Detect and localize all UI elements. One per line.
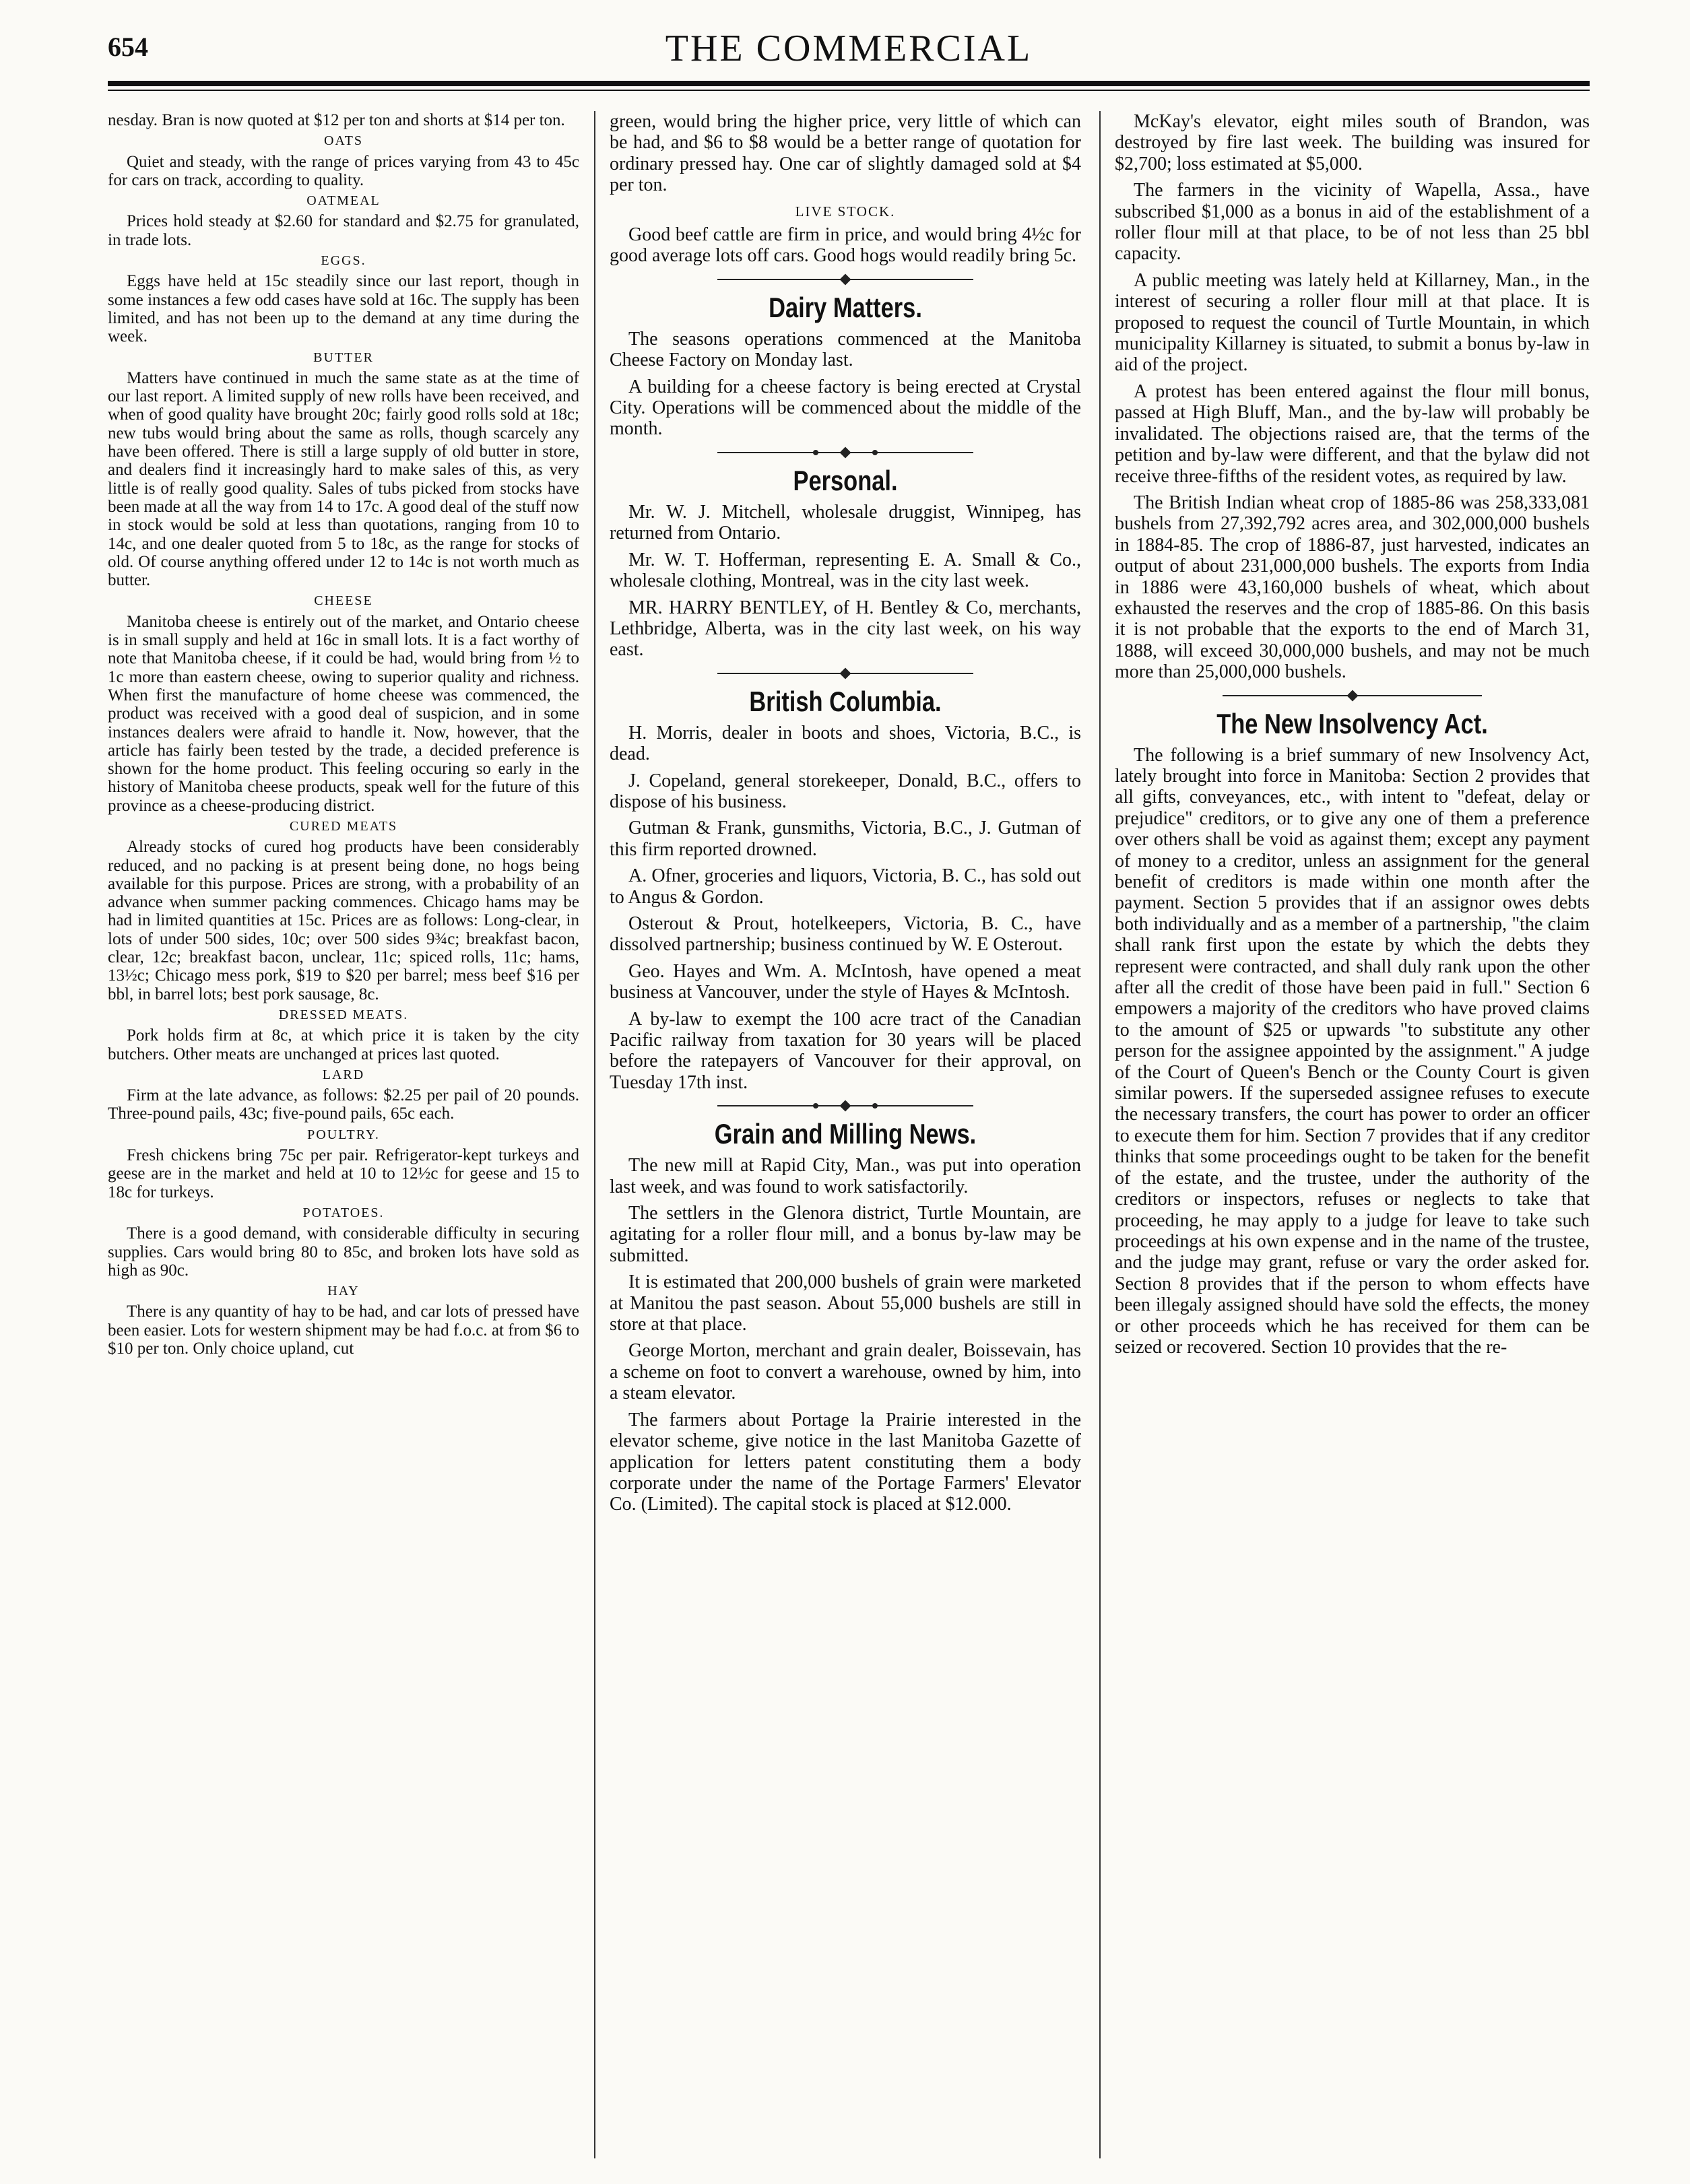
- paragraph: The farmers about Portage la Prairie interested in the elevator scheme, give notice in the last Manitoba Gazette of application for letters patent constituting them a body corporate under the name of the Portage Farmers' Elevator Co. (Limited). The capital stock is placed at $12.000.: [610, 1409, 1081, 1515]
- paragraph: McKay's elevator, eight miles south of Brandon, was destroyed by fire last week. The building was insured for $2,700; loss estimated at $5,000.: [1115, 111, 1590, 174]
- paragraph: A building for a cheese factory is being erected at Crystal City. Operations will be commenced about the middle of the month.: [610, 376, 1081, 440]
- paragraph: Fresh chickens bring 75c per pair. Refrigerator-kept turkeys and geese are in the market and held at 10 to 12½c for geese and 15 to 18c for turkeys.: [108, 1146, 579, 1201]
- page-header: [108, 27, 1590, 74]
- paragraph: Mr. W. J. Mitchell, wholesale druggist, Winnipeg, has returned from Ontario.: [610, 501, 1081, 544]
- subheading-lard: LARD: [322, 1067, 365, 1082]
- subheading-oatmeal: OATMEAL: [306, 193, 381, 209]
- subheading-dressed-meats: DRESSED MEATS.: [278, 1007, 409, 1022]
- paragraph: A. Ofner, groceries and liquors, Victoria, B. C., has sold out to Angus & Gordon.: [610, 865, 1081, 908]
- paragraph: Good beef cattle are firm in price, and would bring 4½c for good average lots off cars. Good hogs would readily bring 5c.: [610, 224, 1081, 267]
- paragraph: nesday. Bran is now quoted at $12 per ton and shorts at $14 per ton.: [108, 111, 565, 129]
- paragraph: Prices hold steady at $2.60 for standard and $2.75 for granulated, in trade lots.: [108, 212, 579, 249]
- paragraph: George Morton, merchant and grain dealer, Boissevain, has a scheme on foot to convert a warehouse, owned by him, into a steam elevator.: [610, 1340, 1081, 1404]
- section-heading-grain-milling: Grain and Milling News.: [714, 1118, 977, 1150]
- section-divider: [1115, 688, 1590, 703]
- page-number: 654: [108, 32, 148, 62]
- subheading-live-stock: LIVE STOCK.: [795, 203, 896, 220]
- paragraph: It is estimated that 200,000 bushels of grain were marketed at Manitou the past season. About 55,000 bushels are still in store at that place.: [610, 1271, 1081, 1335]
- subheading-eggs: EGGS.: [321, 253, 366, 269]
- paragraph: Firm at the late advance, as follows: $2.25 per pail of 20 pounds. Three-pound pails, 43c; five-pound pails, 65c each.: [108, 1086, 579, 1123]
- subheading-hay: HAY: [327, 1284, 360, 1299]
- section-heading-personal: Personal.: [793, 464, 898, 496]
- paragraph: There is any quantity of hay to be had, and car lots of pressed have been easier. Lots for western shipment may be had f.o.c. at from $6 to $10 per ton. Only choice upland, cut: [108, 1302, 579, 1358]
- paragraph: The farmers in the vicinity of Wapella, Assa., have subscribed $1,000 as a bonus in aid of the establishment of a roller flour mill at that place, to be of not less than 25 bbl capacity.: [1115, 180, 1590, 265]
- paragraph: A public meeting was lately held at Killarney, Man., in the interest of securing a roller flour mill at that place. It is proposed to request the council of Turtle Mountain, in which municipality Killarney is situated, to submit a bonus by-law in aid of the project.: [1115, 269, 1590, 376]
- subheading-butter: BUTTER: [313, 350, 374, 365]
- paragraph: Pork holds firm at 8c, at which price it is taken by the city butchers. Other meats are unchanged at prices last quoted.: [108, 1026, 579, 1063]
- column-1: [108, 111, 579, 2158]
- subheading-poultry: POULTRY.: [307, 1127, 380, 1142]
- column-2: [610, 111, 1081, 2158]
- paragraph: Osterout & Prout, hotelkeepers, Victoria, B. C., have dissolved partnership; business continued by W. E Osterout.: [610, 913, 1081, 956]
- paragraph: Manitoba cheese is entirely out of the market, and Ontario cheese is in small supply and held at 16c in small lots. It is a fact worthy of note that Manitoba cheese, if it could be had, would bring from ½ to 1c more than eastern cheese, owing to superior quality and richness. When first the manufacture of home cheese was commenced, the product was received with a good deal of suspicion, and in some instances dealers were afraid to handle it. Now, however, that the article has fairly been tested by the trade, a decided preference is shown for the home product. This feeling occuring so early in the history of Manitoba cheese products, speak well for the future of this province as a cheese-producing district.: [108, 612, 579, 815]
- header-rule-thin: [108, 90, 1590, 91]
- paragraph: J. Copeland, general storekeeper, Donald, B.C., offers to dispose of his business.: [610, 770, 1081, 812]
- column-3: [1115, 111, 1590, 2158]
- paragraph: The new mill at Rapid City, Man., was put into operation last week, and was found to work satisfactorily.: [610, 1155, 1081, 1197]
- paragraph: H. Morris, dealer in boots and shoes, Victoria, B.C., is dead.: [610, 722, 1081, 765]
- subheading-potatoes: POTATOES.: [302, 1205, 385, 1220]
- column-divider: [1099, 111, 1101, 2158]
- paragraph: A by-law to exempt the 100 acre tract of the Canadian Pacific railway from taxation for 30 years will be placed before the ratepayers of Vancouver for their approval, on Tuesday 17th inst.: [610, 1008, 1081, 1093]
- paragraph: green, would bring the higher price, very little of which can be had, and $6 to $8 would be a better range of quotation for ordinary pressed hay. One car of slightly damaged sold at $4 per ton.: [610, 111, 1081, 196]
- section-divider: [610, 1098, 1081, 1113]
- column-divider: [594, 111, 595, 2158]
- section-divider: [610, 272, 1081, 287]
- paragraph: The following is a brief summary of new Insolvency Act, lately brought into force in Manitoba: Section 2 provides that all gifts, conveyances, etc., with intent to "defeat, delay or prejudice" creditors, or to give any one of them a preference over others shall be void as against them; except any payment of money to a creditor, unless an assignment for the general benefit of creditors is made within one month after the payment. Section 5 provides that if an assignor owes debts both individually and as a member of a partnership, "the claim shall rank first upon the estate by which the debts they represent were contracted, and shall duly rank upon the other after all the credit of those have been paid in full." Section 6 empowers a majority of the creditors who have proved claims to the amount of $25 or upwards "to substitute any other person for the assignee appointed by the assignment." A judge of the Court of Queen's Bench or the County Court is given similar powers. If the superseded assignee refuses to execute the necessary transfers, the court has power to order an officer to execute them for him. Section 7 provides that if any creditor thinks that some proceedings ought to be taken for the benefit of the estate, and the trustee, under the authority of the creditors or inspectors, refuses or neglects to take that proceeding, he may apply to a judge for leave to take such proceedings at his own expense and in the name of the trustee, and the judge may grant, refuse or vary the order asked for. Section 8 provides that if the person to whom effects have been illegaly assigned should have sold the effects, the money or other proceeds which he has received for them can be seized or recovered. Section 10 provides that the re-: [1115, 744, 1590, 1358]
- paragraph: Eggs have held at 15c steadily since our last report, though in some instances a few odd cases have sold at 16c. The supply has been limited, and has not been up to the demand at any time during the week.: [108, 272, 579, 346]
- paragraph: Matters have continued in much the same state as at the time of our last report. A limited supply of new rolls have been received, and when of good quality have brought 20c; fairly good rolls sold at 18c; new tubs would bring about the same as rolls, though scarcely any have been offered. There is still a large supply of old butter in store, and dealers find it increasingly hard to make sales of this, as very little is of really good quality. Sales of tubs picked from stocks have been made at all the way from 14 to 17c. A good deal of the stuff now in stock would be sold at less than quotations, ranging from 10 to 14c, and one dealer quoted from 5 to 18c, as the range for stocks of old. Of course anything offered under 12 to 14c is not worth much as butter.: [108, 368, 579, 590]
- article-columns: [108, 111, 1590, 2158]
- subheading-oats: OATS: [323, 133, 363, 149]
- paragraph: Gutman & Frank, gunsmiths, Victoria, B.C., J. Gutman of this firm reported drowned.: [610, 818, 1081, 860]
- paragraph: Already stocks of cured hog products have been considerably reduced, and no packing is at present being done, no hogs being available for this purpose. Prices are strong, with a probability of an advance when summer packing commences. Chicago hams may be had in limited quantities at 15c. Prices are as follows: Long-clear, in lots of under 500 sides, 10c; over 500 sides 9¾c; breakfast bacon, clear, 12c; breakfast bacon, unclear, 11c; spiced rolls, 11c; hams, 13½c; Chicago mess pork, $19 to $20 per barrel; mess beef $16 per bbl, in barrel lots; best pork sausage, 8c.: [108, 838, 579, 1003]
- paragraph: A protest has been entered against the flour mill bonus, passed at High Bluff, Man., and the by-law will probably be invalidated. The objections raised are, that the terms of the petition and by-law were different, and that the bylaw did not receive three-fifths of the resident votes, as required by law.: [1115, 380, 1590, 487]
- section-heading-dairy-matters: Dairy Matters.: [769, 291, 922, 323]
- subheading-cheese: CHEESE: [314, 593, 373, 609]
- newspaper-title: THE COMMERCIAL: [665, 28, 1033, 69]
- paragraph: Geo. Hayes and Wm. A. McIntosh, have opened a meat business at Vancouver, under the style of Hayes & McIntosh.: [610, 960, 1081, 1003]
- paragraph: The settlers in the Glenora district, Turtle Mountain, are agitating for a roller flour mill, and a bonus by-law may be submitted.: [610, 1203, 1081, 1266]
- header-rule-thick: [108, 81, 1590, 86]
- section-divider: [610, 445, 1081, 460]
- paragraph: The seasons operations commenced at the Manitoba Cheese Factory on Monday last.: [610, 328, 1081, 371]
- paragraph: Mr. W. T. Hofferman, representing E. A. Small & Co., wholesale clothing, Montreal, was in the city last week.: [610, 549, 1081, 592]
- subheading-cured-meats: CURED MEATS: [289, 818, 398, 834]
- paragraph: Quiet and steady, with the range of prices varying from 43 to 45c for cars on track, according to quality.: [108, 152, 579, 189]
- section-heading-new-insolvency-act: The New Insolvency Act.: [1216, 707, 1488, 739]
- section-heading-british-columbia: British Columbia.: [749, 685, 942, 717]
- paragraph: There is a good demand, with considerable difficulty in securing supplies. Cars would bring 80 to 85c, and broken lots have sold as high as 90c.: [108, 1224, 579, 1280]
- paragraph: The British Indian wheat crop of 1885-86 was 258,333,081 bushels from 27,392,792 acres area, and 302,000,000 bushels in 1884-85. The crop of 1886-87, just harvested, indicates an output of about 231,000,000 bushels. The exports from India in 1886 were 43,160,000 bushels of wheat, which about exhausted the reserves and the crop of 1885-86. On this basis it is not probable that the exports to the end of March 31, 1888, will exceed 30,000,000 bushels, and may not be much more than 25,000,000 bushels.: [1115, 492, 1590, 683]
- section-divider: [610, 666, 1081, 681]
- paragraph: MR. HARRY BENTLEY, of H. Bentley & Co, merchants, Lethbridge, Alberta, was in the city last week, on his way east.: [610, 597, 1081, 661]
